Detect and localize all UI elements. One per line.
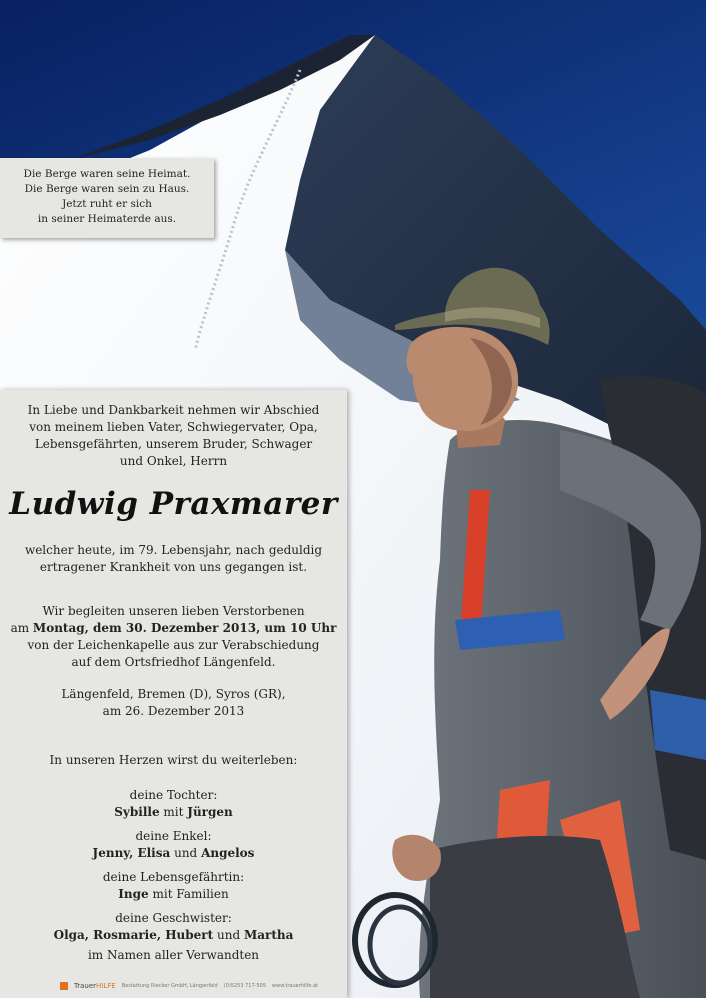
family-name: Jenny, Elisa [92, 846, 171, 860]
family-group-daughter [0, 787, 347, 821]
family-name: Sybille [114, 805, 160, 819]
hearts-line [0, 752, 347, 769]
family-name: Angelos [201, 846, 255, 860]
family-names [0, 927, 347, 944]
ceremony-line: Wir begleiten unseren lieben Verstorbenen [42, 604, 305, 618]
hearts-text: In unseren Herzen wirst du weiterleben: [49, 753, 298, 767]
family-names [0, 845, 347, 862]
family-connector: und [213, 928, 244, 942]
quote-line: in seiner Heimaterde aus. [37, 213, 177, 225]
place-and-date [0, 686, 347, 720]
footer-company: Bestattung Riecker GmbH, Längenfeld [121, 983, 218, 989]
family-label: deine Enkel: [135, 829, 212, 843]
family-group-grandchildren [0, 828, 347, 862]
intro-line: und Onkel, Herrn [119, 454, 228, 468]
deceased-name: Ludwig Praxmarer [9, 486, 338, 522]
ceremony-date: Montag, dem 30. Dezember 2013, um 10 Uhr [32, 621, 337, 635]
family-connector: mit [159, 805, 188, 819]
family-list [0, 787, 347, 951]
quote-line: Die Berge waren sein zu Haus. [24, 183, 190, 195]
family-label: deine Tochter: [129, 788, 218, 802]
family-group-siblings [0, 910, 347, 944]
closing-text: im Namen aller Verwandten [87, 948, 260, 962]
description-text [0, 542, 347, 576]
quote-line: Jetzt ruht er sich [62, 198, 152, 210]
intro-text [0, 402, 347, 470]
family-names [0, 886, 347, 903]
ceremony-line: von der Leichenkapelle aus zur Verabschiedung [27, 638, 320, 652]
family-group-partner [0, 869, 347, 903]
quote-line: Die Berge waren seine Heimat. [23, 168, 191, 180]
description-line: welcher heute, im 79. Lebensjahr, nach geduldig [24, 543, 323, 557]
intro-line: In Liebe und Dankbarkeit nehmen wir Abschied [27, 403, 320, 417]
trauerhilfe-logo-icon [60, 982, 68, 990]
family-connector: mit Familien [148, 887, 229, 901]
family-name: Inge [118, 887, 149, 901]
intro-line: Lebensgefährten, unserem Bruder, Schwager [34, 437, 313, 451]
obituary-notice-panel [0, 390, 347, 998]
footer [60, 980, 318, 992]
place-line: Längenfeld, Bremen (D), Syros (GR), [61, 687, 286, 701]
logo-part2: HILFE [96, 982, 116, 990]
family-label: deine Geschwister: [115, 911, 232, 925]
intro-line: von meinem lieben Vater, Schwiegervater, Opa, [29, 420, 318, 434]
closing-line [0, 947, 347, 964]
family-name: Olga, Rosmarie, Hubert [53, 928, 214, 942]
ceremony-prefix: am [10, 621, 33, 635]
date-line: am 26. Dezember 2013 [102, 704, 245, 718]
ceremony-date-line [0, 620, 347, 637]
ceremony-details [0, 603, 347, 671]
family-names [0, 804, 347, 821]
footer-phone: (0)5253 717-505 [223, 983, 267, 989]
family-label: deine Lebensgefährtin: [102, 870, 245, 884]
family-connector: und [170, 846, 202, 860]
description-line: ertragener Krankheit von uns gegangen ist. [39, 560, 308, 574]
ceremony-line: auf dem Ortsfriedhof Längenfeld. [71, 655, 276, 669]
trauerhilfe-logo [74, 982, 116, 990]
family-name: Martha [243, 928, 294, 942]
family-name: Jürgen [187, 805, 233, 819]
logo-part1: Trauer [74, 982, 97, 990]
quote-box [0, 158, 214, 238]
footer-web-link[interactable]: www.trauerhilfe.at [272, 983, 319, 989]
